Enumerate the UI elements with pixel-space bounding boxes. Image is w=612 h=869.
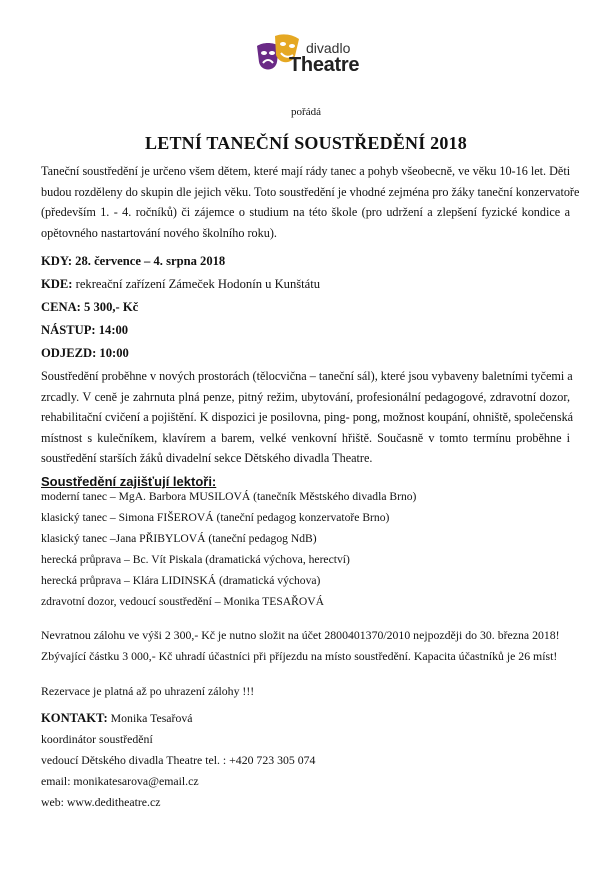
lecturer-item: herecká průprava – Klára LIDINSKÁ (dramatická výchova) [41, 574, 321, 587]
logo-word-theatre: Theatre [289, 54, 360, 76]
detail-kde-value: rekreační zařízení Zámeček Hodonín u Kunštátu [72, 277, 321, 291]
theatre-logo [255, 30, 370, 86]
intro-paragraph [41, 161, 580, 243]
intro-line: Taneční soustředění je určeno všem dětem, které mají rády tanec a pohyb všeobecně, ve věku 10-16 let. Děti [41, 164, 571, 178]
description-paragraph [41, 366, 574, 469]
intro-line: opětovného nastartování nového školního roku). [41, 225, 277, 240]
detail-cena-label: CENA: [41, 300, 81, 314]
detail-nastup [41, 323, 128, 338]
contact-web[interactable]: web: www.deditheatre.cz [41, 795, 161, 809]
reservation-note: Rezervace je platná až po uhrazení zálohy !!! [41, 684, 255, 698]
detail-kde [41, 277, 320, 292]
detail-nastup-label: NÁSTUP: [41, 323, 96, 337]
intro-line: budou rozděleny do skupin dle jejich věku. Toto soustředění je vhodné zejména pro žáky taneční konzervatoře [41, 184, 580, 199]
detail-kdy-value: 28. července – 4. srpna 2018 [72, 254, 226, 268]
detail-kde-label: KDE: [41, 277, 73, 291]
payment-deposit: Nevratnou zálohu ve výši 2 300,- Kč je nutno složit na účet 2800401370/2010 nejpozději do 30. března 2018! [41, 628, 560, 642]
lecturers-heading: Soustředění zajišťují lektoři: [41, 474, 217, 489]
description-line: místnost s kulečníkem, klavírem a barem, velké venkovní hřiště. Současně v tomto termínu proběhne i [41, 430, 570, 445]
lecturer-item: zdravotní dozor, vedoucí soustředění – Monika TESAŘOVÁ [41, 595, 324, 608]
description-line: rehabilitační cvičení a pojištění. K dispozici je posilovna, ping- pong, možnost koupání, ohniště, společenská [41, 410, 574, 425]
contact-line [41, 711, 193, 726]
detail-cena-value: 5 300,- Kč [80, 300, 139, 314]
detail-kdy [41, 254, 225, 269]
contact-email[interactable]: email: monikatesarova@email.cz [41, 774, 199, 788]
lecturer-item: herecká průprava – Bc. Vít Piskala (dramatická výchova, herectví) [41, 553, 350, 566]
detail-kdy-label: KDY: [41, 254, 73, 268]
kicker-text: pořádá [291, 106, 321, 118]
payment-remaining: Zbývající částku 3 000,- Kč uhradí účastníci při příjezdu na místo soustředění. Kapacita účastníků je 26 míst! [41, 649, 558, 663]
lecturer-item: moderní tanec – MgA. Barbora MUSILOVÁ (tanečník Městského divadla Brno) [41, 490, 417, 503]
description-line: zrcadly. V ceně je zahrnuta plná penze, pitný režim, ubytování, profesionální pedagogové, zdravotní dozor, [41, 389, 570, 404]
lecturer-item: klasický tanec – Simona FIŠEROVÁ (taneční pedagog konzervatoře Brno) [41, 511, 390, 524]
detail-nastup-value: 14:00 [95, 323, 129, 337]
contact-label: KONTAKT: [41, 711, 108, 725]
detail-odjezd-value: 10:00 [96, 346, 129, 360]
logo-word-divadlo: divadlo [306, 40, 351, 56]
description-line: Soustředění proběhne v nových prostorách (tělocvična – taneční sál), které jsou vybaveny baletními tyčemi a [41, 369, 573, 383]
description-line: soustředění starších žáků divadelní sekce Dětského divadla Theatre. [41, 451, 373, 466]
detail-cena [41, 300, 138, 315]
page-title: LETNÍ TANEČNÍ SOUSTŘEDĚNÍ 2018 [145, 133, 467, 153]
contact-role: koordinátor soustředění [41, 732, 153, 746]
detail-odjezd-label: ODJEZD: [41, 346, 97, 360]
lecturer-item: klasický tanec –Jana PŘIBYLOVÁ (taneční pedagog NdB) [41, 532, 317, 545]
intro-line: (především 1. - 4. ročníků) či zájemce o studium na této škole (pro udržení a zlepšení fyzické kondice a [41, 205, 570, 220]
contact-name: Monika Tesařová [107, 711, 193, 725]
detail-odjezd [41, 346, 129, 361]
contact-org: vedoucí Dětského divadla Theatre tel. : +420 723 305 074 [41, 753, 316, 767]
